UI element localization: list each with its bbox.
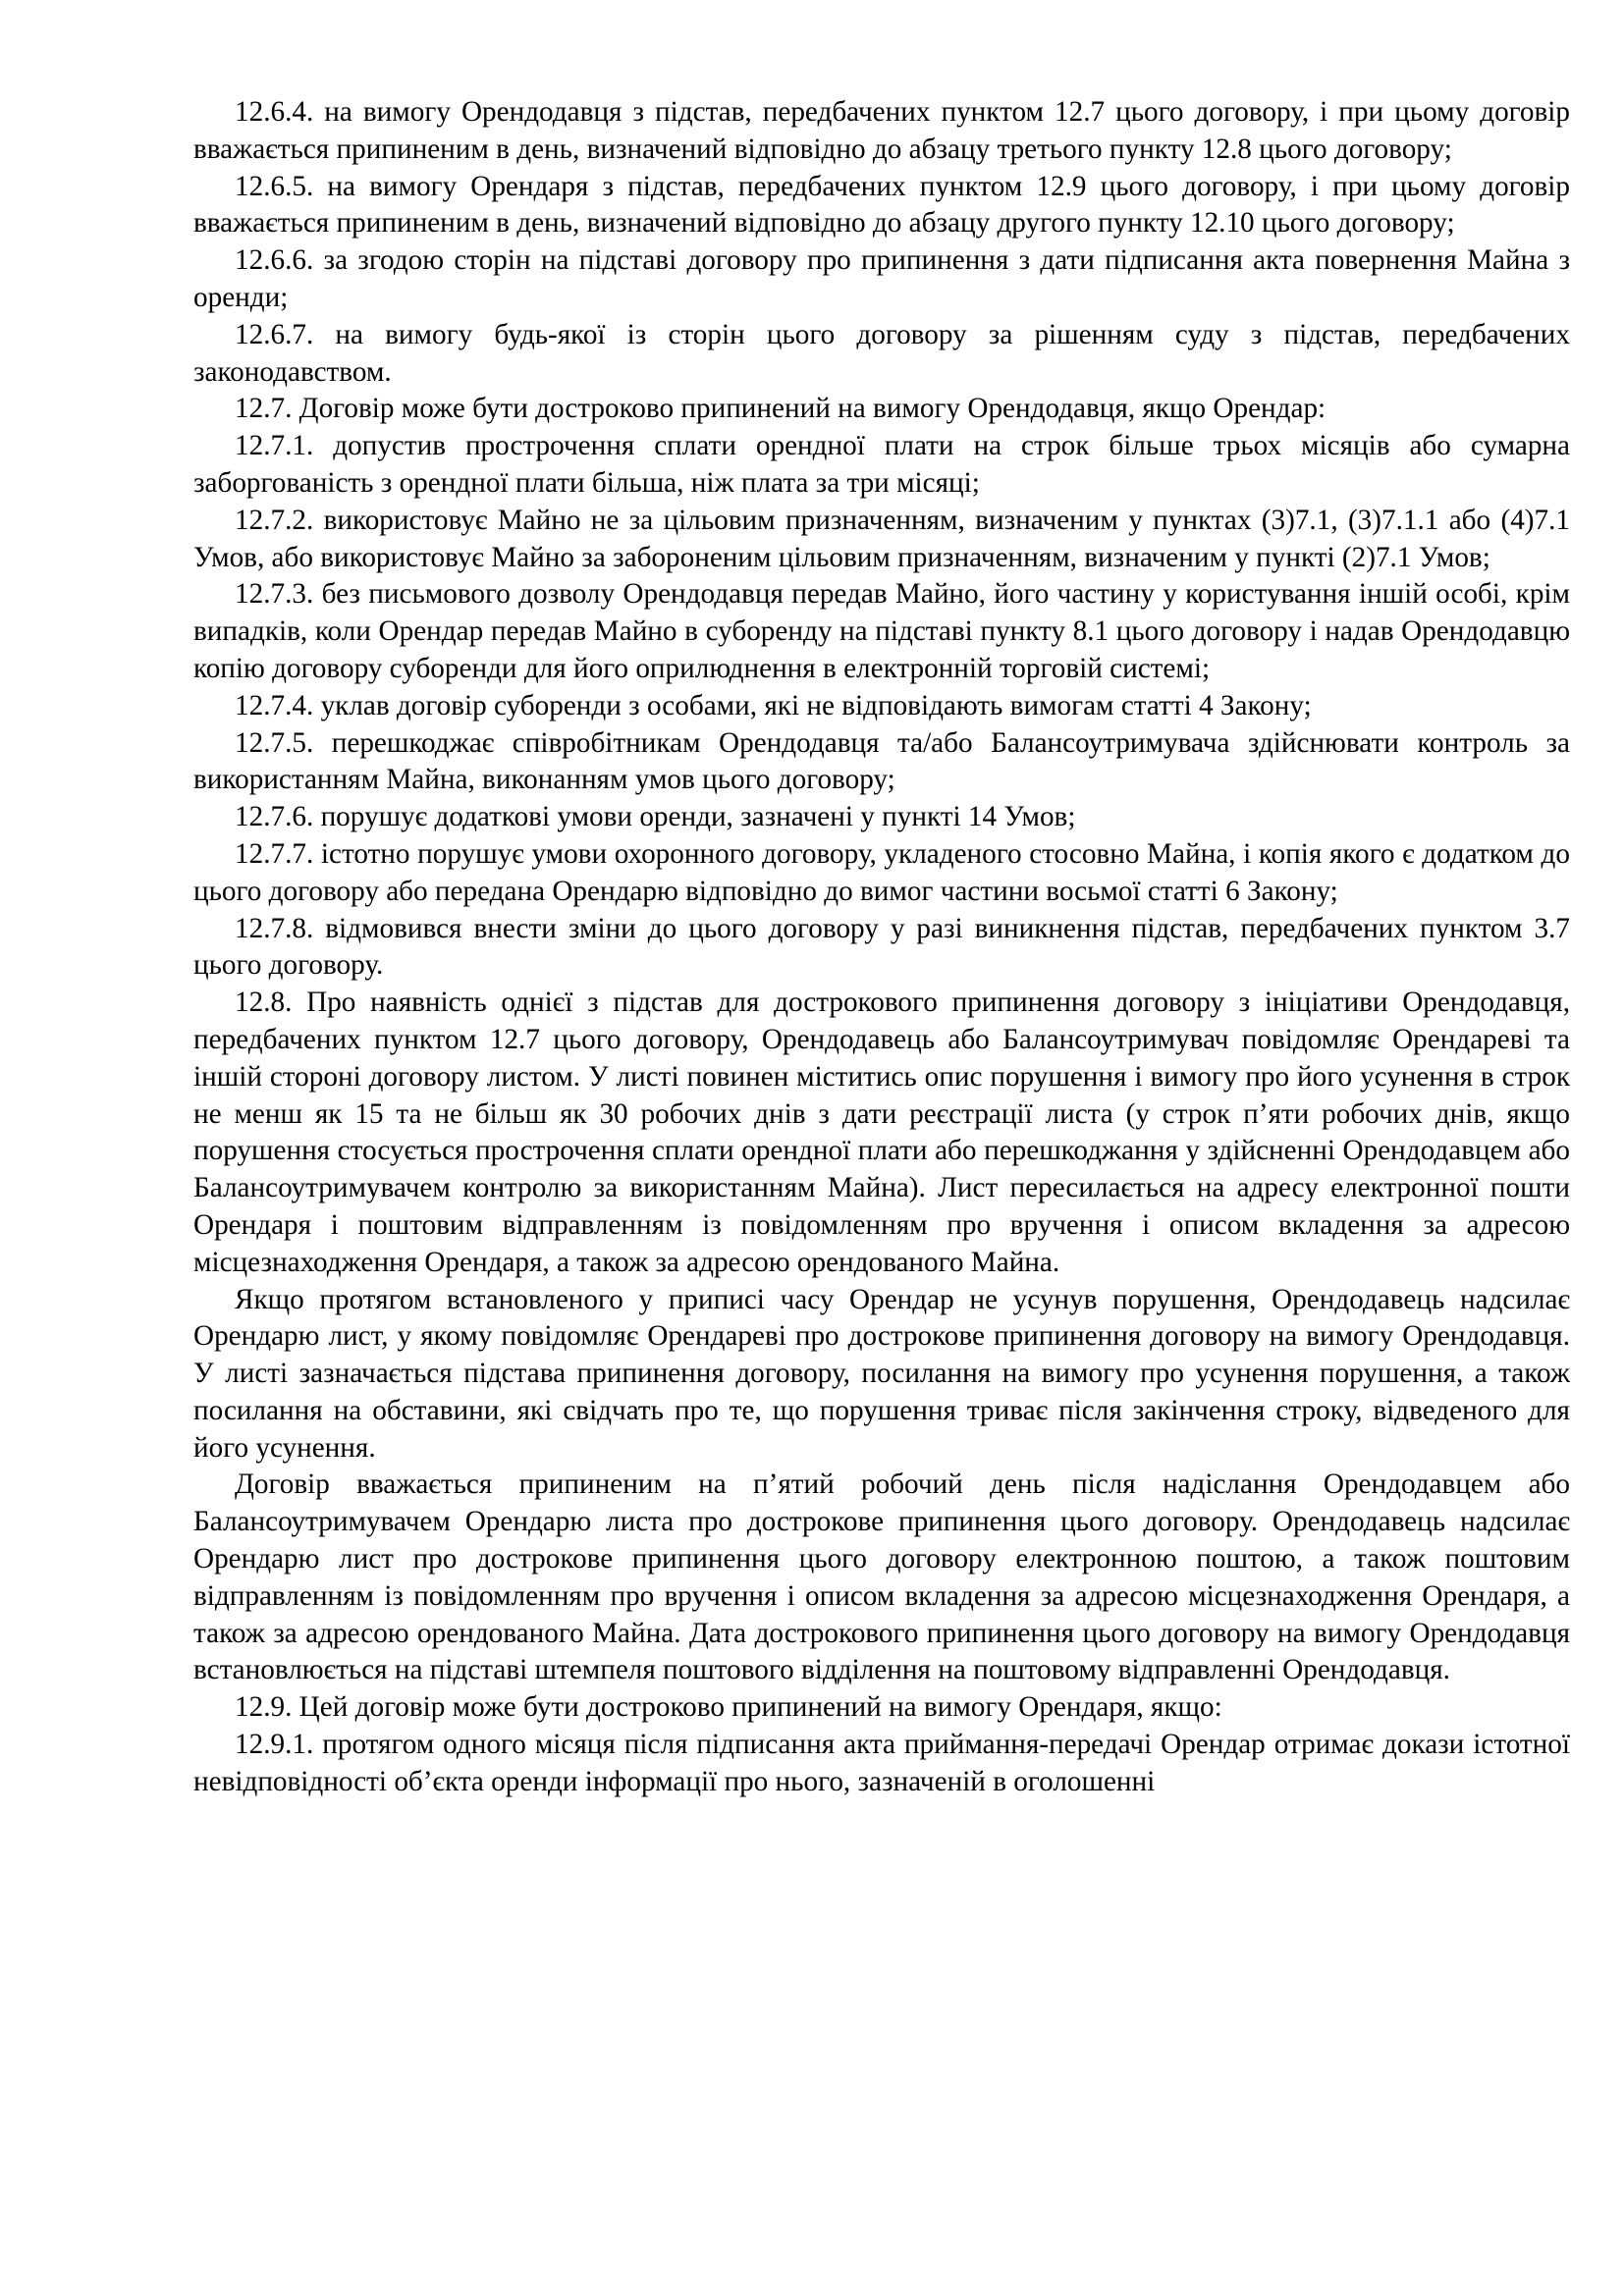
paragraph-12-6-6: 12.6.6. за згодою сторін на підставі договору про припинення з дати підписання акта повернення Майна з оренди;	[193, 244, 1570, 313]
paragraph-12-7: 12.7. Договір може бути достроково припинений на вимогу Орендодавця, якщо Орендар:	[235, 393, 1326, 425]
paragraph-12-9-1: 12.9.1. протягом одного місяця після підписання акта приймання-передачі Орендар отримає докази істотної невідповідності об’єкта оренди інформації про нього, зазначеній в оголошенні	[193, 1729, 1570, 1797]
paragraph-12-7-6: 12.7.6. порушує додаткові умови оренди, зазначені у пункті 14 Умов;	[235, 801, 1076, 833]
paragraph-12-7-1: 12.7.1. допустив прострочення сплати орендної плати на строк більше трьох місяців або сумарна заборгованість з орендної плати більша, ніж плата за три місяці;	[193, 430, 1570, 499]
paragraph-12-7-2: 12.7.2. використовує Майно не за цільовим призначенням, визначеним у пунктах (3)7.1, (3)7.1.1 або (4)7.1 Умов, або використовує Майно за забороненим цільовим призначенням, визначеним у пункті (2)7.1 Умов;	[193, 504, 1570, 573]
document-page	[193, 94, 1570, 1801]
paragraph-12-6-4: 12.6.4. на вимогу Орендодавця з підстав, передбачених пунктом 12.7 цього договору, і при цьому договір вважається припиненим в день, визначений відповідно до абзацу третього пункту 12.8 цього договору;	[193, 96, 1570, 165]
paragraph-12-8-second: Якщо протягом встановленого у приписі часу Орендар не усунув порушення, Орендодавець надсилає Орендарю лист, у якому повідомляє Орендареві про дострокове припинення договору на вимогу Орендодавця. У листі зазначається підстава припинення договору, посилання на вимогу про усунення порушення, а також посилання на обставини, які свідчать про те, що порушення триває після закінчення строку, відведеного для його усунення.	[193, 1283, 1570, 1464]
paragraph-12-7-3: 12.7.3. без письмового дозволу Орендодавця передав Майно, його частину у користування іншій особі, крім випадків, коли Орендар передав Майно в суборенду на підставі пункту 8.1 цього договору і надав Орендодавцю копію договору суборенди для його оприлюднення в електронній торговій системі;	[193, 578, 1570, 684]
paragraph-12-7-8: 12.7.8. відмовився внести зміни до цього договору у разі виникнення підстав, передбачених пунктом 3.7 цього договору.	[193, 912, 1570, 982]
paragraph-12-8-third: Договір вважається припиненим на п’ятий робочий день після надіслання Орендодавцем або Балансоутримувачем Орендарю листа про дострокове припинення цього договору. Орендодавець надсилає Орендарю лист про дострокове припинення цього договору електронною поштою, а також поштовим відправленням із повідомленням про вручення і описом вкладення за адресою місцезнаходження Орендаря, а також за адресою орендованого Майна. Дата дострокового припинення цього договору на вимогу Орендодавця встановлюється на підставі штемпеля поштового відділення на поштовому відправленні Орендодавця.	[193, 1468, 1570, 1686]
paragraph-12-7-5: 12.7.5. перешкоджає співробітникам Орендодавця та/або Балансоутримувача здійснювати контроль за використанням Майна, виконанням умов цього договору;	[193, 726, 1570, 796]
paragraph-12-6-7: 12.6.7. на вимогу будь-якої із сторін цього договору за рішенням суду з підстав, передбачених законодавством.	[193, 318, 1570, 388]
paragraph-12-7-7: 12.7.7. істотно порушує умови охоронного договору, укладеного стосовно Майна, і копія якого є додатком до цього договору або передана Орендарю відповідно до вимог частини восьмої статті 6 Закону;	[193, 837, 1570, 907]
paragraph-12-7-4: 12.7.4. уклав договір суборенди з особами, які не відповідають вимогам статті 4 Закону;	[235, 689, 1312, 721]
paragraph-12-8: 12.8. Про наявність однієї з підстав для дострокового припинення договору з ініціативи Орендодавця, передбачених пунктом 12.7 цього договору, Орендодавець або Балансоутримувач повідомляє Орендареві та іншій стороні договору листом. У листі повинен міститись опис порушення і вимогу про його усунення в строк не менш як 15 та не більш як 30 робочих днів з дати реєстрації листа (у строк п’яти робочих днів, якщо порушення стосується прострочення сплати орендної плати або перешкоджання у здійсненні Орендодавцем або Балансоутримувачем контролю за використанням Майна). Лист пересилається на адресу електронної пошти Орендаря і поштовим відправленням із повідомленням про вручення і описом вкладення за адресою місцезнаходження Орендаря, а також за адресою орендованого Майна.	[193, 987, 1570, 1278]
paragraph-12-6-5: 12.6.5. на вимогу Орендаря з підстав, передбачених пунктом 12.9 цього договору, і при цьому договір вважається припиненим в день, визначений відповідно до абзацу другого пункту 12.10 цього договору;	[193, 170, 1570, 240]
paragraph-12-9: 12.9. Цей договір може бути достроково припинений на вимогу Орендаря, якщо:	[235, 1691, 1222, 1724]
